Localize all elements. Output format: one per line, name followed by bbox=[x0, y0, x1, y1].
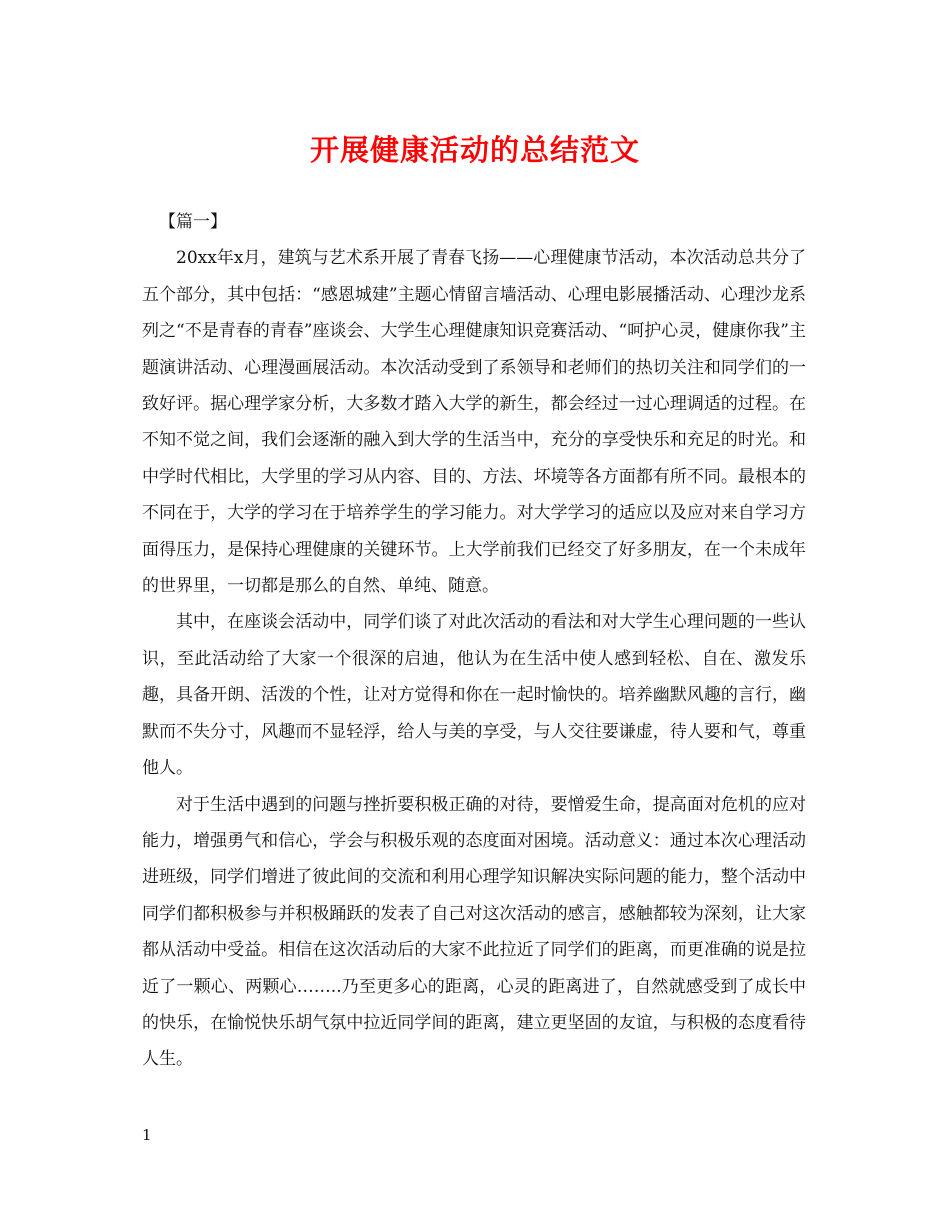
section-label: 【篇一】 bbox=[159, 212, 227, 232]
body-paragraph-3: 对于生活中遇到的问题与挫折要积极正确的对待，要憎爱生命，提高面对危机的应对能力，增强勇气和信心，学会与积极乐观的态度面对困境。活动意义：通过本次心理活动进班级，同学们增进了彼此间的交流和利用心理学知识解决实际问题的能力，整个活动中同学们都积极参与并积极踊跃的发表了自己对这次活动的感言，感触都较为深刻，让大家都从活动中受益。相信在这次活动后的大家不此拉近了同学们的距离，而更准确的说是拉近了一颗心、两颗心……..乃至更多心的距离，心灵的距离进了，自然就感受到了成长中的快乐，在愉悦快乐胡气氛中拉近同学间的距离，建立更坚固的友谊，与积极的态度看待人生。 bbox=[142, 794, 806, 1070]
document-title: 开展健康活动的总结范文 bbox=[309, 133, 640, 167]
body-paragraph-1: 20xx年x月，建筑与艺术系开展了青春飞扬——心理健康节活动，本次活动总共分了五个部分，其中包括：“感恩城建”主题心情留言墙活动、心理电影展播活动、心理沙龙系列之“不是青春的青春”座谈会、大学生心理健康知识竞赛活动、“呵护心灵，健康你我”主题演讲活动、心理漫画展活动。本次活动受到了系领导和老师们的热切关注和同学们的一致好评。据心理学家分析，大多数才踏入大学的新生，都会经过一过心理调适的过程。在不知不觉之间，我们会逐渐的融入到大学的生活当中，充分的享受快乐和充足的时光。和中学时代相比，大学里的学习从内容、目的、方法、坏境等各方面都有所不同。最根本的不同在于，大学的学习在于培养学生的学习能力。对大学学习的适应以及应对来自学习方面得压力，是保持心理健康的关键环节。上大学前我们已经交了好多朋友，在一个未成年的世界里，一切都是那么的自然、单纯、随意。 bbox=[142, 248, 806, 597]
body-paragraph-2: 其中，在座谈会活动中，同学们谈了对此次活动的看法和对大学生心理问题的一些认识，至此活动给了大家一个很深的启迪，他认为在生活中使人感到轻松、自在、激发乐趣，具备开朗、活泼的个性，让对方觉得和你在一起时愉快的。培养幽默风趣的言行，幽默而不失分寸，风趣而不显轻浮，给人与美的享受，与人交往要谦虚，待人要和气，尊重他人。 bbox=[142, 612, 806, 779]
document-body bbox=[142, 204, 806, 1078]
page-number: 1 bbox=[142, 1126, 152, 1144]
